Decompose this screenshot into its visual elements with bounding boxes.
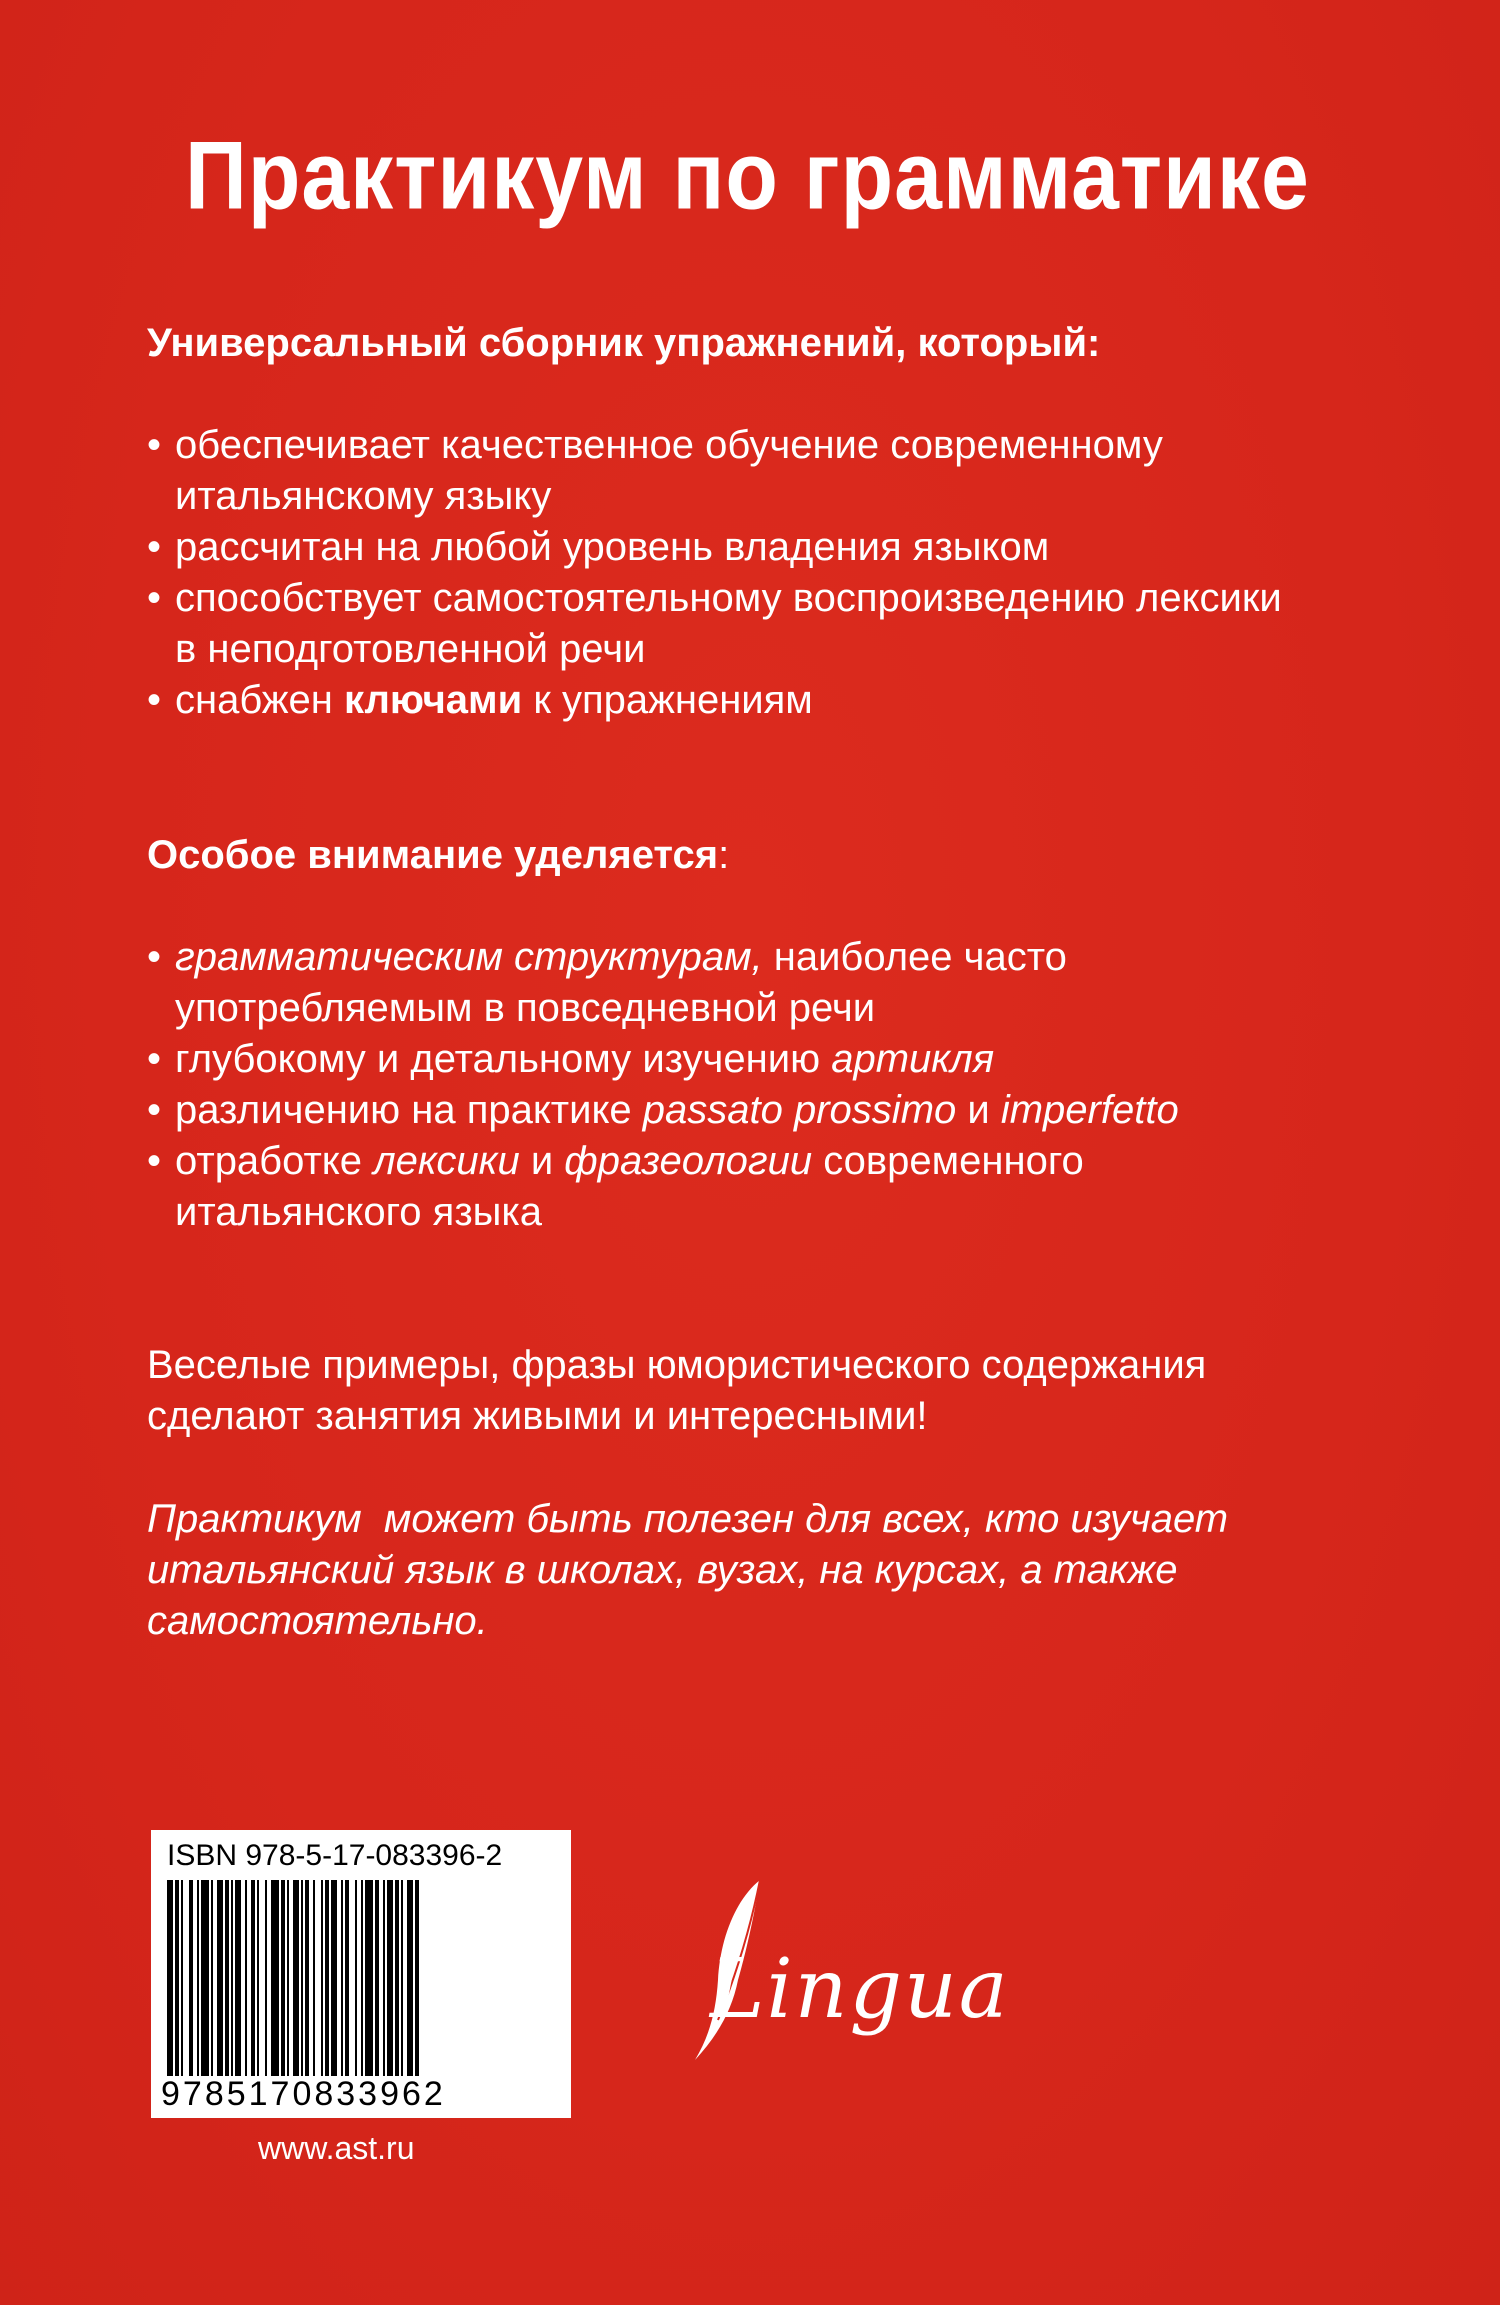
barcode-bars bbox=[167, 1880, 555, 2076]
list-item-italic: фразеологии bbox=[564, 1139, 813, 1183]
features-list bbox=[147, 420, 1397, 726]
publisher-logo bbox=[640, 1870, 1010, 2070]
list-item-text: современного итальянского языка bbox=[175, 1139, 1084, 1234]
bullet-icon: • bbox=[147, 1037, 162, 1081]
list-item-text: обеспечивает качественное обучение современному итальянскому языку bbox=[175, 423, 1163, 518]
list-item-text: рассчитан на любой уровень владения языком bbox=[175, 525, 1050, 569]
cover-title: Практикум по грамматике bbox=[185, 122, 1310, 230]
list-item-text: способствует самостоятельному воспроизведению лексики в неподготовленной речи bbox=[175, 576, 1282, 671]
barcode bbox=[151, 1830, 571, 2118]
features-section bbox=[147, 318, 1397, 726]
focus-list bbox=[147, 932, 1397, 1238]
audience-paragraph: Практикум может быть полезен для всех, кто изучает итальянский язык в школах, вузах, на курсах, а также самостоятельно. bbox=[147, 1497, 1240, 1643]
keys-emphasis: ключами bbox=[344, 678, 523, 722]
list-item-text: различению на практике bbox=[175, 1088, 643, 1132]
bullet-icon: • bbox=[147, 423, 162, 467]
list-item bbox=[147, 1136, 1235, 1238]
bullet-icon: • bbox=[147, 525, 162, 569]
focus-heading-text: Особое внимание уделяется bbox=[147, 833, 719, 877]
list-item-italic: imperfetto bbox=[1000, 1088, 1179, 1132]
isbn-label: ISBN 978-5-17-083396-2 bbox=[167, 1839, 503, 1872]
list-item-text: отработке bbox=[175, 1139, 374, 1183]
list-item bbox=[147, 1034, 1397, 1085]
list-item-italic: грамматическим структурам, bbox=[175, 935, 763, 979]
list-item-text: глубокому и детальному изучению bbox=[175, 1037, 832, 1081]
bullet-icon: • bbox=[147, 1139, 162, 1183]
focus-heading-colon: : bbox=[718, 833, 730, 877]
list-item-text: наиболее часто употребляемым в повседневной речи bbox=[175, 935, 1067, 1030]
list-item bbox=[147, 573, 1305, 675]
ean-digits: 9785170833962 bbox=[161, 2075, 446, 2113]
list-item bbox=[147, 420, 1305, 522]
features-heading: Универсальный сборник упражнений, который: bbox=[147, 321, 1101, 365]
fun-paragraph: Веселые примеры, фразы юмористического содержания сделают занятия живыми и интересными! bbox=[147, 1343, 1207, 1438]
focus-heading bbox=[147, 830, 1397, 881]
list-item bbox=[147, 1085, 1397, 1136]
list-item-italic: passato prossimo bbox=[642, 1088, 957, 1132]
bullet-icon: • bbox=[147, 935, 162, 979]
logo-text: Lingua bbox=[710, 1942, 1010, 2037]
list-item-text-post: к упражнениям bbox=[522, 678, 813, 722]
list-item-text-pre: снабжен bbox=[175, 678, 345, 722]
list-item-text: и bbox=[519, 1139, 565, 1183]
list-item bbox=[147, 522, 1397, 573]
list-item-italic: лексики bbox=[373, 1139, 520, 1183]
list-item-italic: артикля bbox=[831, 1037, 995, 1081]
list-item bbox=[147, 932, 1235, 1034]
list-item-text: и bbox=[956, 1088, 1001, 1132]
list-item bbox=[147, 675, 1397, 726]
bullet-icon: • bbox=[147, 1088, 162, 1132]
website-link[interactable]: www.ast.ru bbox=[258, 2130, 415, 2166]
bullet-icon: • bbox=[147, 576, 162, 620]
bullet-icon: • bbox=[147, 678, 162, 722]
focus-section bbox=[147, 830, 1397, 1238]
